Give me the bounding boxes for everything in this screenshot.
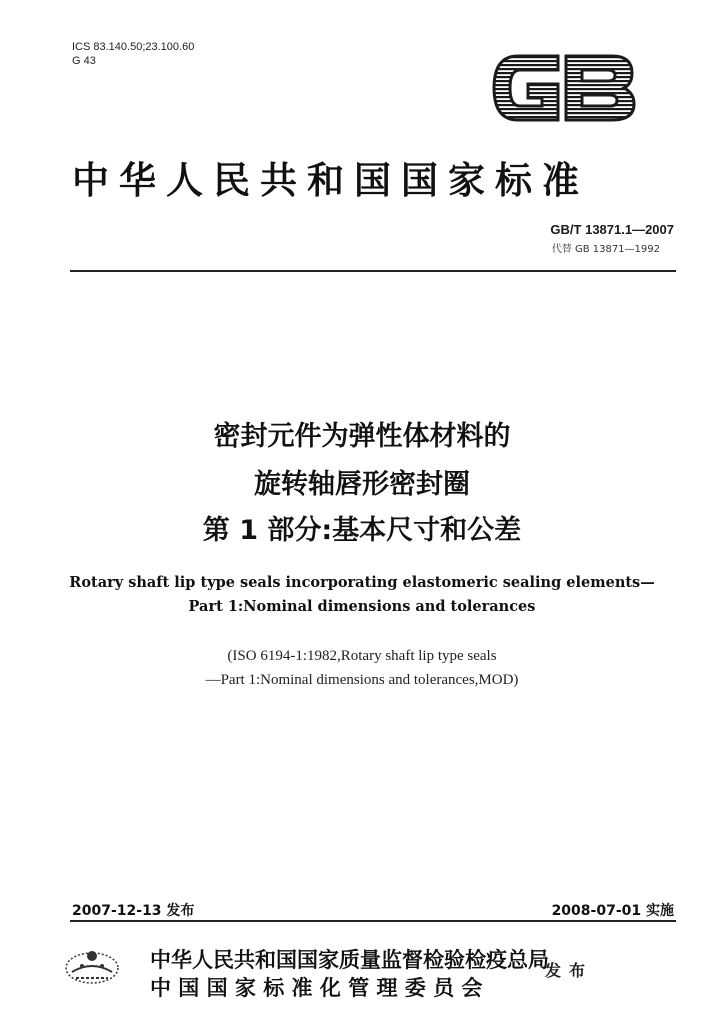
footer-divider [70, 920, 676, 922]
title-zh-line3: 第 1 部分:基本尺寸和公差 [202, 515, 522, 546]
standard-number: GB/T 13871.1—2007 [550, 222, 674, 237]
seal-emblem-icon [62, 946, 122, 986]
title-zh-line1: 密封元件为弹性体材料的 [213, 421, 511, 452]
gb-logo-icon [488, 48, 638, 128]
classification-codes [72, 40, 194, 68]
iso-reference-line2: —Part 1:Nominal dimensions and tolerances,MOD) [205, 672, 519, 688]
issue-date: 2007-12-13 发布 [72, 903, 195, 919]
ccs-code: G 43 [72, 55, 96, 67]
header-divider [70, 270, 676, 272]
effective-date: 2008-07-01 实施 [551, 903, 674, 919]
publish-label: 发布 [545, 961, 594, 980]
iso-reference-line1: (ISO 6194-1:1982,Rotary shaft lip type seals [227, 648, 497, 664]
standard-title: 中华人民共和国国家标准 [72, 159, 589, 202]
title-en-line2: Part 1:Nominal dimensions and tolerances [188, 598, 536, 615]
issuer-line2: 中 国 国 家 标 准 化 管 理 委 员 会 [150, 976, 483, 1000]
title-zh-line2: 旋转轴唇形密封圈 [254, 469, 470, 500]
title-en-line1: Rotary shaft lip type seals incorporating elastomeric sealing elements— [69, 574, 655, 591]
issuer-line1: 中华人民共和国国家质量监督检验检疫总局 [150, 948, 549, 972]
replaces-note: 代替 GB 13871—1992 [551, 244, 660, 255]
ics-code: ICS 83.140.50;23.100.60 [72, 41, 195, 53]
